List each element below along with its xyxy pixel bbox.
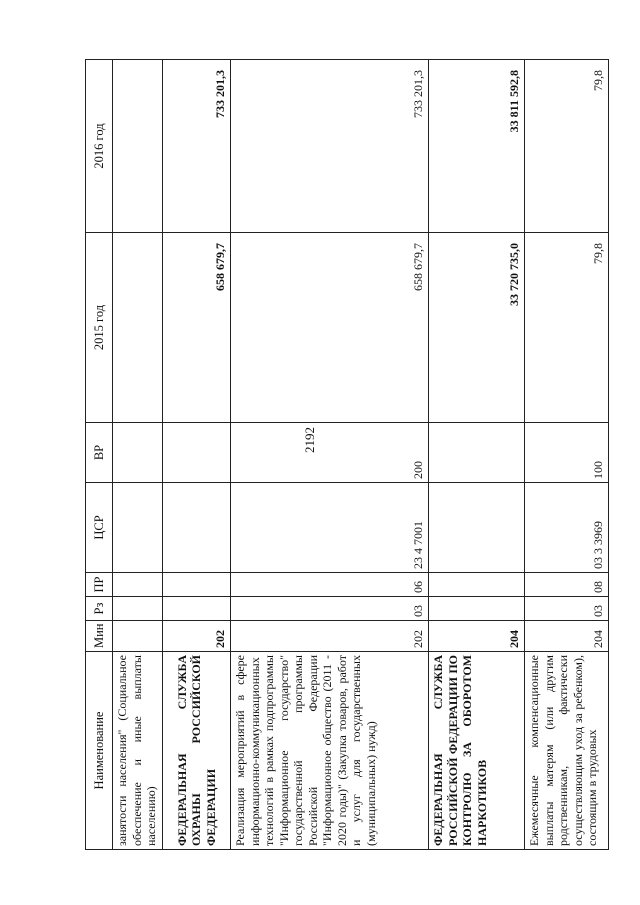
col-header-2016: 2016 год <box>86 60 113 233</box>
row-csr <box>163 483 231 573</box>
table-row <box>231 60 429 850</box>
row-csr: 23 4 7001 <box>231 483 429 573</box>
row-vr <box>429 423 525 483</box>
col-header-min: Мин <box>86 621 113 652</box>
row-min: 204 <box>525 621 609 652</box>
table-row <box>113 60 163 850</box>
table-row <box>163 60 231 850</box>
row-2015: 79,8 <box>525 233 609 423</box>
row-min: 202 <box>163 621 231 652</box>
row-min: 202 <box>231 621 429 652</box>
row-name: Реализация мероприятий в сфере информационно-коммуникационных технологий в рамках подпрограммы "Информационное государство" государственной программы Российской Федерации "Информационное общество (2011 - 2020 годы)" (Закупка товаров, работ и услуг для государственных (муниципальных) нужд) <box>231 652 429 850</box>
row-pr: 08 <box>525 573 609 597</box>
row-vr <box>163 423 231 483</box>
table-header-row <box>86 60 113 850</box>
row-vr: 200 <box>231 423 429 483</box>
row-vr: 100 <box>525 423 609 483</box>
row-2015: 658 679,7 <box>163 233 231 423</box>
table-row <box>429 60 525 850</box>
row-2015: 658 679,7 <box>231 233 429 423</box>
row-rz <box>113 597 163 621</box>
col-header-name: Наименование <box>86 652 113 850</box>
row-pr <box>163 573 231 597</box>
row-name: занятости населения" (Социальное обеспечение и иные выплаты населению) <box>113 652 163 850</box>
budget-table <box>85 59 609 850</box>
row-csr <box>429 483 525 573</box>
row-2015 <box>113 233 163 423</box>
row-rz: 03 <box>525 597 609 621</box>
budget-table-rotated <box>85 60 610 850</box>
row-vr <box>113 423 163 483</box>
row-2016 <box>113 60 163 233</box>
row-rz <box>163 597 231 621</box>
row-csr: 03 3 3969 <box>525 483 609 573</box>
col-header-vr: ВР <box>86 423 113 483</box>
row-rz: 03 <box>231 597 429 621</box>
table-row <box>525 60 609 850</box>
row-name: ФЕДЕРАЛЬНАЯ СЛУЖБА РОССИЙСКОЙ ФЕДЕРАЦИИ ПО КОНТРОЛЮ ЗА ОБОРОТОМ НАРКОТИКОВ <box>429 652 525 850</box>
col-header-rz: Рз <box>86 597 113 621</box>
row-min <box>113 621 163 652</box>
row-pr: 06 <box>231 573 429 597</box>
row-name: Ежемесячные компенсационные выплаты матерям (или другим родственникам, фактически осуществляющим уход за ребенком), состоящим в трудовых <box>525 652 609 850</box>
row-2016: 733 201,3 <box>163 60 231 233</box>
row-rz <box>429 597 525 621</box>
row-pr <box>429 573 525 597</box>
row-min: 204 <box>429 621 525 652</box>
row-2016: 79,8 <box>525 60 609 233</box>
page-number: 2192 <box>302 427 317 453</box>
col-header-csr: ЦСР <box>86 483 113 573</box>
row-csr <box>113 483 163 573</box>
row-name: ФЕДЕРАЛЬНАЯ СЛУЖБА ОХРАНЫ РОССИЙСКОЙ ФЕДЕРАЦИИ <box>163 652 231 850</box>
row-2015: 33 720 735,0 <box>429 233 525 423</box>
row-2016: 733 201,3 <box>231 60 429 233</box>
row-pr <box>113 573 163 597</box>
col-header-pr: ПР <box>86 573 113 597</box>
col-header-2015: 2015 год <box>86 233 113 423</box>
row-2016: 33 811 592,8 <box>429 60 525 233</box>
